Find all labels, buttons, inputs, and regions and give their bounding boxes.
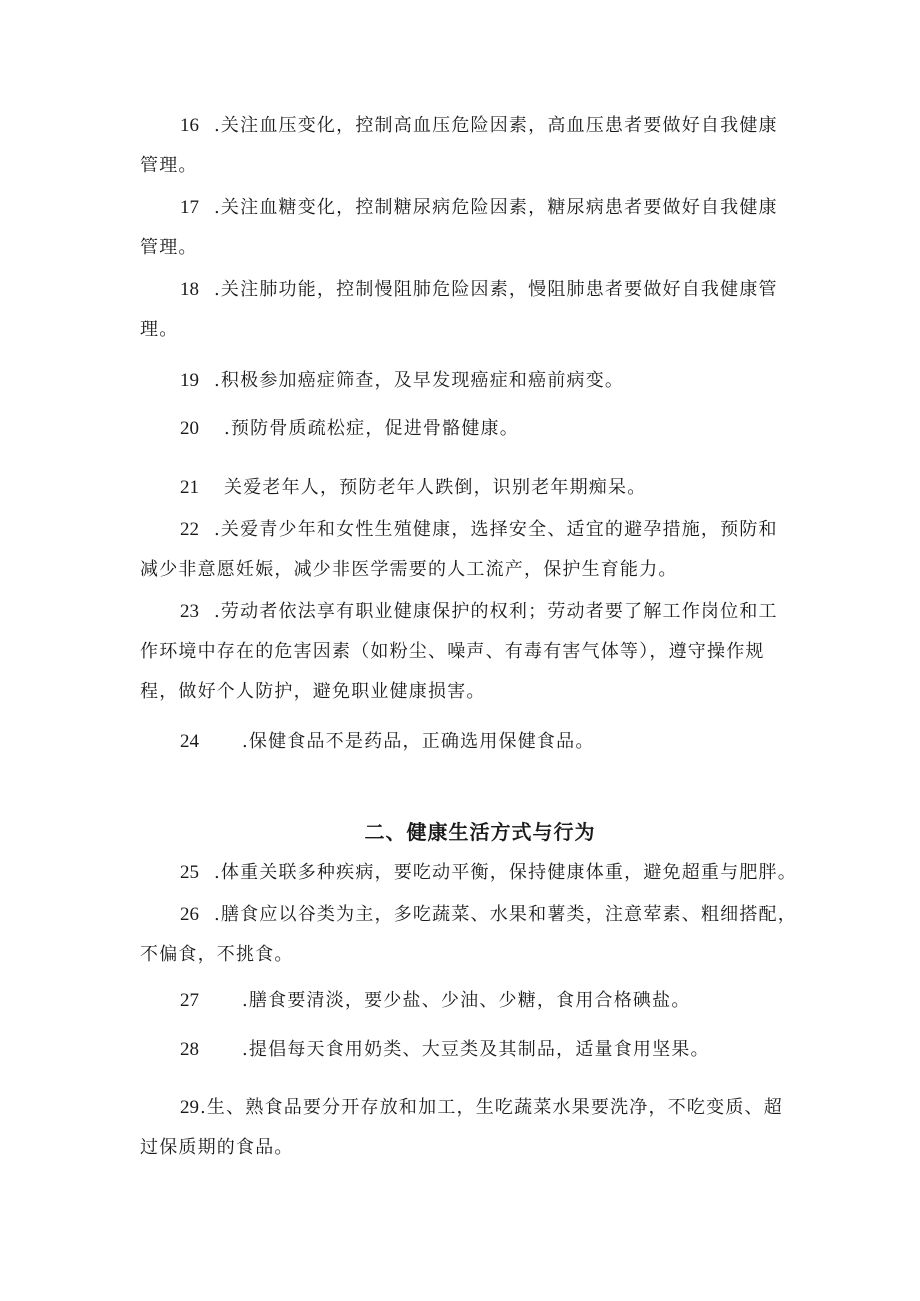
item-text: .关爱青少年和女性生殖健康，选择安全、适宜的避孕措施，预防和 xyxy=(214,519,778,540)
section-heading: 二、健康生活方式与行为 xyxy=(364,820,596,844)
list-item-20 xyxy=(140,409,820,449)
item-text: .生、熟食品要分开存放和加工，生吃蔬菜水果要洗净，不吃变质、超 xyxy=(200,1097,783,1118)
item-number: 24 xyxy=(180,731,199,752)
item-number: 29 xyxy=(180,1097,199,1118)
item-text-continuation: 不偏食，不挑食。 xyxy=(140,944,294,965)
list-item-19 xyxy=(140,361,820,401)
item-text: .关注肺功能，控制慢阻肺危险因素，慢阻肺患者要做好自我健康管 xyxy=(214,279,778,300)
item-text: .膳食应以谷类为主，多吃蔬菜、水果和薯类，注意荤素、粗细搭配， xyxy=(214,904,797,925)
item-number: 27 xyxy=(180,990,199,1011)
item-text-continuation: 作环境中存在的危害因素（如粉尘、噪声、有毒有害气体等），遵守操作规 xyxy=(140,641,765,662)
item-text: .体重关联多种疾病，要吃动平衡，保持健康体重，避免超重与肥胖。 xyxy=(214,862,797,883)
list-item-29 xyxy=(140,1088,820,1168)
item-text: .关注血压变化，控制高血压危险因素，高血压患者要做好自我健康 xyxy=(214,115,778,136)
item-text: .膳食要清淡，要少盐、少油、少糖，食用合格碘盐。 xyxy=(242,990,691,1011)
item-text-continuation: 管理。 xyxy=(140,155,198,176)
item-number: 19 xyxy=(180,370,199,391)
item-text: 关爱老年人，预防老年人跌倒，识别老年期痴呆。 xyxy=(224,477,647,498)
item-text-continuation: 过保质期的食品。 xyxy=(140,1137,294,1158)
item-text: .提倡每天食用奶类、大豆类及其制品，适量食用坚果。 xyxy=(242,1039,710,1060)
list-item-24 xyxy=(140,722,820,762)
list-item-18 xyxy=(140,270,820,350)
item-text-continuation: 理。 xyxy=(140,319,179,340)
item-text-continuation: 程，做好个人防护，避免职业健康损害。 xyxy=(140,681,486,702)
item-text-continuation: 减少非意愿妊娠，减少非医学需要的人工流产，保护生育能力。 xyxy=(140,559,678,580)
list-item-27 xyxy=(140,981,820,1021)
item-text: .积极参加癌症筛查，及早发现癌症和癌前病变。 xyxy=(214,370,625,391)
item-text: .保健食品不是药品，正确选用保健食品。 xyxy=(242,731,595,752)
list-item-25 xyxy=(140,853,820,893)
item-number: 25 xyxy=(180,862,199,883)
item-text: .劳动者依法享有职业健康保护的权利；劳动者要了解工作岗位和工 xyxy=(214,601,778,622)
item-number: 26 xyxy=(180,904,199,925)
item-text: .预防骨质疏松症，促进骨骼健康。 xyxy=(224,418,519,439)
list-item-26 xyxy=(140,895,820,975)
item-text-continuation: 管理。 xyxy=(140,237,198,258)
list-item-16 xyxy=(140,106,820,186)
item-number: 17 xyxy=(180,197,199,218)
item-number: 18 xyxy=(180,279,199,300)
item-number: 16 xyxy=(180,115,199,136)
list-item-22 xyxy=(140,510,820,590)
list-item-28 xyxy=(140,1030,820,1070)
item-number: 23 xyxy=(180,601,199,622)
item-number: 22 xyxy=(180,519,199,540)
list-item-17 xyxy=(140,188,820,268)
item-number: 20 xyxy=(180,418,199,439)
item-text: .关注血糖变化，控制糖尿病危险因素，糖尿病患者要做好自我健康 xyxy=(214,197,778,218)
list-item-23 xyxy=(140,592,820,712)
item-number: 21 xyxy=(180,477,199,498)
item-number: 28 xyxy=(180,1039,199,1060)
list-item-21 xyxy=(140,468,820,508)
